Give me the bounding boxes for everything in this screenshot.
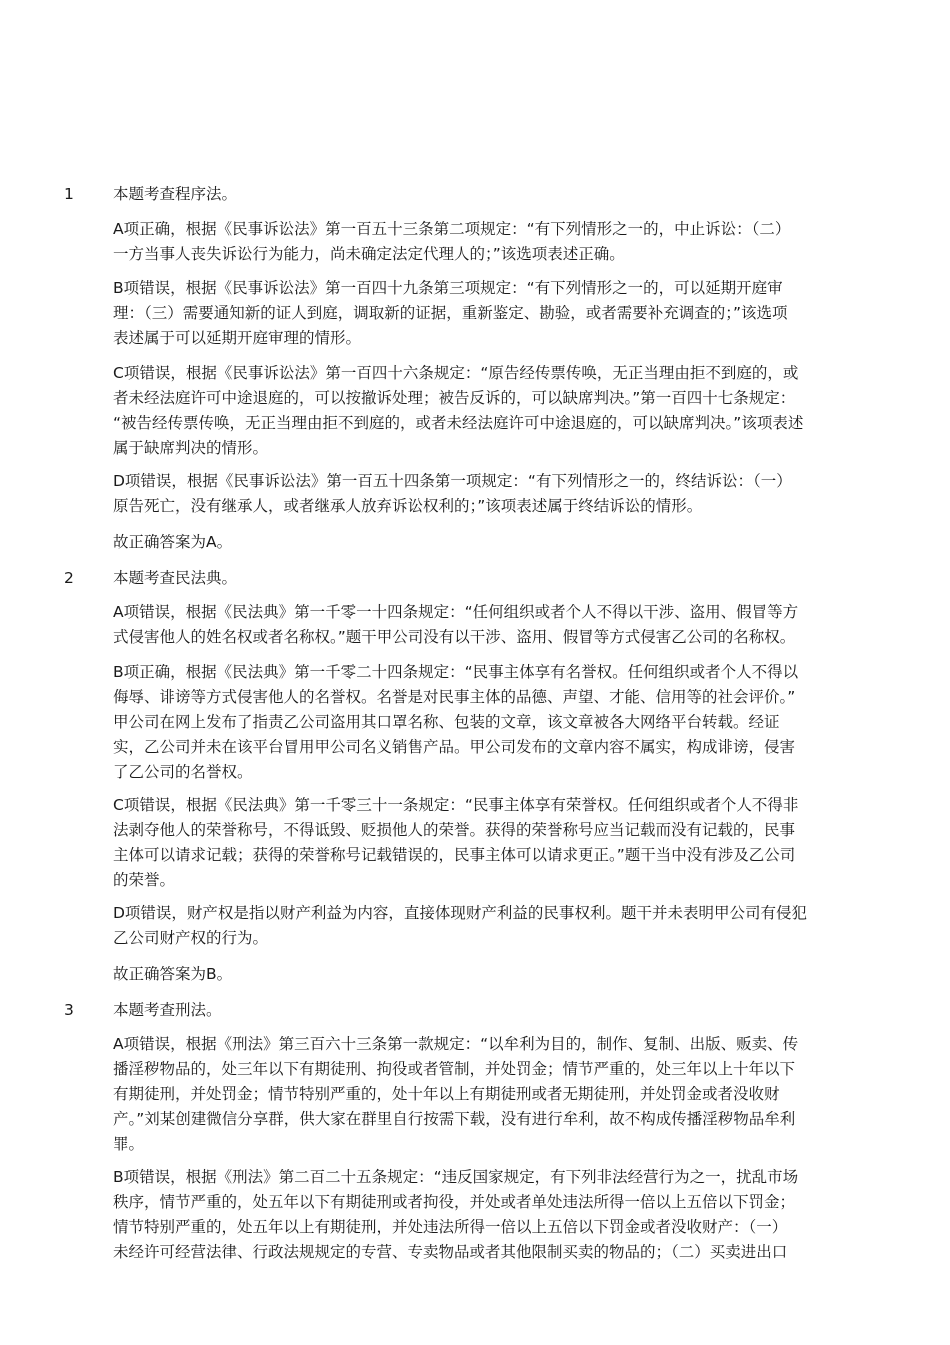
question-heading: 本题考查程序法。 bbox=[113, 185, 238, 203]
question-heading: 本题考查民法典。 bbox=[113, 569, 238, 587]
explanation-paragraph bbox=[113, 217, 790, 267]
text-line: A项错误，根据《刑法》第三百六十三条第一款规定：“以牟利为目的，制作、复制、出版、贩卖、传 bbox=[113, 1035, 799, 1053]
text-line: 实，乙公司并未在该平台冒用甲公司名义销售产品。甲公司发布的文章内容不属实，构成诽谤，侵害 bbox=[113, 738, 796, 756]
text-line: “被告经传票传唤，无正当理由拒不到庭的，或者未经法庭许可中途退庭的，可以缺席判决。”该项表述 bbox=[113, 414, 804, 432]
answer-line: 故正确答案为B。 bbox=[113, 965, 233, 983]
explanation-paragraph bbox=[113, 1032, 798, 1157]
text-line: 了乙公司的名誉权。 bbox=[113, 763, 253, 781]
explanation-paragraph bbox=[113, 361, 803, 461]
text-line: 式侵害他人的姓名权或者名称权。”题干甲公司没有以干涉、盗用、假冒等方式侵害乙公司的名称权。 bbox=[113, 628, 796, 646]
text-line: 秩序，情节严重的，处五年以下有期徒刑或者拘役，并处或者单处违法所得一倍以上五倍以下罚金； bbox=[113, 1193, 796, 1211]
explanation-paragraph bbox=[113, 469, 792, 519]
text-line: 产。”刘某创建微信分享群，供大家在群里自行按需下载，没有进行牟利，故不构成传播淫秽物品牟利 bbox=[113, 1110, 796, 1128]
text-line: B项正确，根据《民法典》第一千零二十四条规定：“民事主体享有名誉权。任何组织或者个人不得以 bbox=[113, 663, 799, 681]
text-line: 播淫秽物品的，处三年以下有期徒刑、拘役或者管制，并处罚金；情节严重的，处三年以上十年以下 bbox=[113, 1060, 796, 1078]
text-line: 甲公司在网上发布了指责乙公司盗用其口罩名称、包装的文章，该文章被各大网络平台转载。经证 bbox=[113, 713, 780, 731]
text-line: 一方当事人丧失诉讼行为能力，尚未确定法定代理人的；”该选项表述正确。 bbox=[113, 245, 625, 263]
answer-line: 故正确答案为A。 bbox=[113, 533, 233, 551]
explanation-paragraph bbox=[113, 660, 798, 785]
text-line: 未经许可经营法律、行政法规规定的专营、专卖物品或者其他限制买卖的物品的；（二）买卖进出口 bbox=[113, 1243, 788, 1261]
explanation-paragraph bbox=[113, 901, 807, 951]
text-line: D项错误，根据《民事诉讼法》第一百五十四条第一项规定：“有下列情形之一的，终结诉讼：（一） bbox=[113, 472, 792, 490]
explanation-paragraph bbox=[113, 276, 788, 351]
question-number: 2 bbox=[64, 569, 74, 587]
text-line: 原告死亡，没有继承人，或者继承人放弃诉讼权利的；”该项表述属于终结诉讼的情形。 bbox=[113, 497, 703, 515]
text-line: 表述属于可以延期开庭审理的情形。 bbox=[113, 329, 362, 347]
text-line: C项错误，根据《民法典》第一千零三十一条规定：“民事主体享有荣誉权。任何组织或者个人不得非 bbox=[113, 796, 799, 814]
explanation-paragraph bbox=[113, 1165, 798, 1265]
text-line: 的荣誉。 bbox=[113, 871, 176, 889]
question-number: 1 bbox=[64, 185, 74, 203]
text-line: 者未经法庭许可中途退庭的，可以按撤诉处理；被告反诉的，可以缺席判决。”第一百四十七条规定： bbox=[113, 389, 796, 407]
text-line: 有期徒刑，并处罚金；情节特别严重的，处十年以上有期徒刑或者无期徒刑，并处罚金或者没收财 bbox=[113, 1085, 780, 1103]
text-line: 主体可以请求记载；获得的荣誉称号记载错误的，民事主体可以请求更正。”题干当中没有涉及乙公司 bbox=[113, 846, 796, 864]
explanation-paragraph bbox=[113, 600, 798, 650]
text-line: 乙公司财产权的行为。 bbox=[113, 929, 269, 947]
text-line: 侮辱、诽谤等方式侵害他人的名誉权。名誉是对民事主体的品德、声望、才能、信用等的社会评价。” bbox=[113, 688, 796, 706]
text-line: B项错误，根据《民事诉讼法》第一百四十九条第三项规定：“有下列情形之一的，可以延期开庭审 bbox=[113, 279, 783, 297]
explanation-paragraph bbox=[113, 793, 798, 893]
text-line: D项错误，财产权是指以财产利益为内容，直接体现财产利益的民事权利。题干并未表明甲公司有侵犯 bbox=[113, 904, 807, 922]
text-line: 法剥夺他人的荣誉称号，不得诋毁、贬损他人的荣誉。获得的荣誉称号应当记载而没有记载的，民事 bbox=[113, 821, 796, 839]
text-line: A项正确，根据《民事诉讼法》第一百五十三条第二项规定：“有下列情形之一的，中止诉讼：（二） bbox=[113, 220, 791, 238]
text-line: 情节特别严重的，处五年以上有期徒刑，并处违法所得一倍以上五倍以下罚金或者没收财产：（一） bbox=[113, 1218, 788, 1236]
text-line: B项错误，根据《刑法》第二百二十五条规定：“违反国家规定，有下列非法经营行为之一，扰乱市场 bbox=[113, 1168, 799, 1186]
text-line: 理：（三）需要通知新的证人到庭，调取新的证据，重新鉴定、勘验，或者需要补充调查的；”该选项 bbox=[113, 304, 788, 322]
text-line: 属于缺席判决的情形。 bbox=[113, 439, 269, 457]
question-heading: 本题考查刑法。 bbox=[113, 1001, 222, 1019]
question-number: 3 bbox=[64, 1001, 74, 1019]
text-line: C项错误，根据《民事诉讼法》第一百四十六条规定：“原告经传票传唤，无正当理由拒不到庭的，或 bbox=[113, 364, 799, 382]
text-line: 罪。 bbox=[113, 1135, 145, 1153]
text-line: A项错误，根据《民法典》第一千零一十四条规定：“任何组织或者个人不得以干涉、盗用、假冒等方 bbox=[113, 603, 799, 621]
